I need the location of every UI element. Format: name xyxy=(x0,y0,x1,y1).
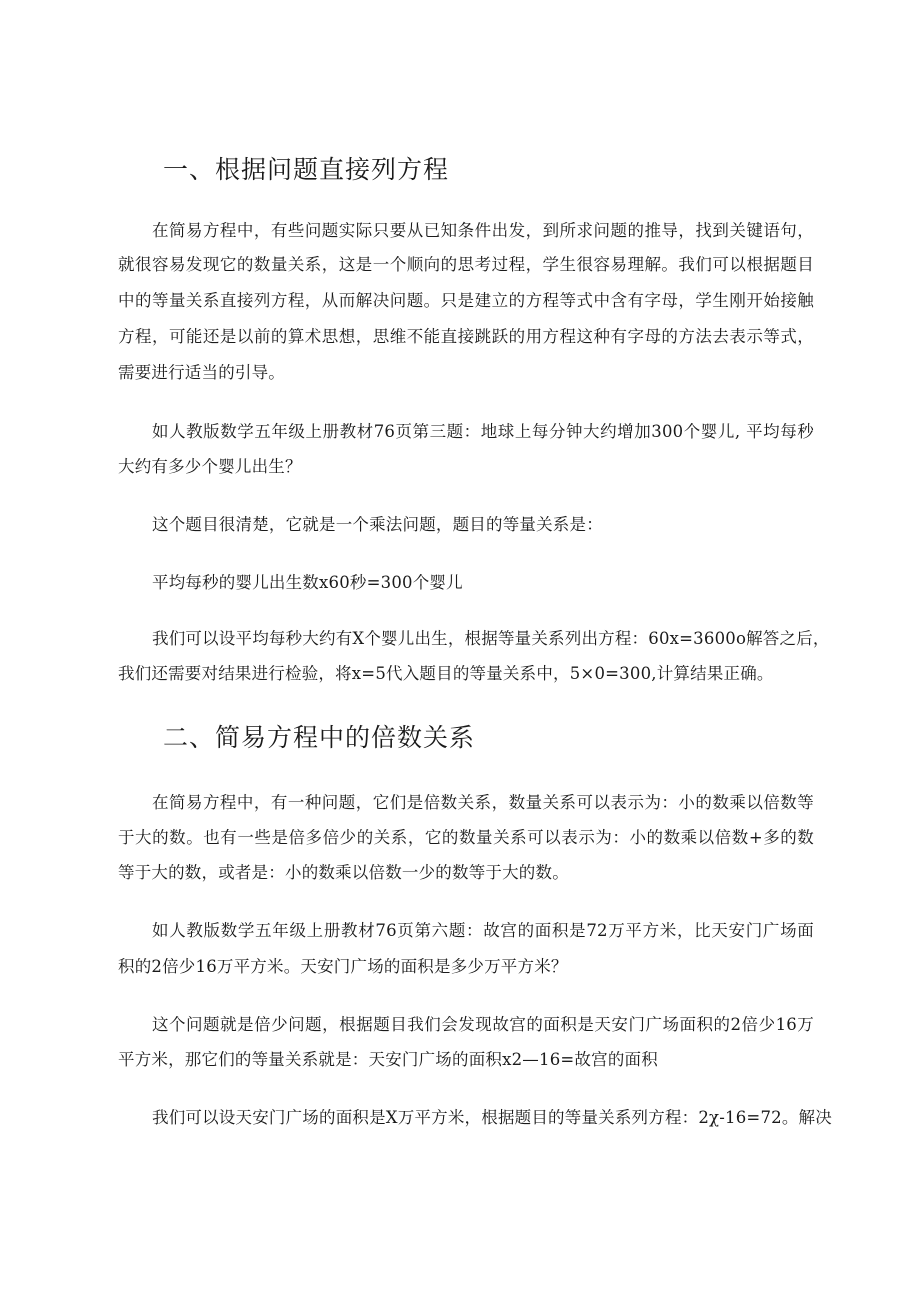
section-2-heading: 二、简易方程中的倍数关系 xyxy=(163,723,476,752)
paragraph-line: 我们可以设平均每秒大约有X个婴儿出生，根据等量关系列出方程：60x=3600o解答之后， xyxy=(152,629,830,648)
paragraph-line: 等于大的数，或者是：小的数乘以倍数一少的数等于大的数。 xyxy=(118,863,569,882)
paragraph-line: 我们还需要对结果进行检验，将x=5代入题目的等量关系中，5×0=300,计算结果正确。 xyxy=(118,664,774,683)
paragraph-line: 我们可以设天安门广场的面积是X万平方米，根据题目的等量关系列方程：2χ-16=72。解决 xyxy=(152,1108,832,1127)
paragraph-line: 如人教版数学五年级上册教材76页第三题：地球上每分钟大约增加300个婴儿, 平均每秒 xyxy=(152,422,814,441)
paragraph-line: 如人教版数学五年级上册教材76页第六题：故宫的面积是72万平方米，比天安门广场面 xyxy=(152,921,814,940)
paragraph-line: 积的2倍少16万平方米。天安门广场的面积是多少万平方米？ xyxy=(118,957,568,976)
equation-line: 平均每秒的婴儿出生数x60秒=300个婴儿 xyxy=(152,573,463,592)
paragraph-line: 方程，可能还是以前的算术思想，思维不能直接跳跃的用方程这种有字母的方法去表示等式， xyxy=(118,327,814,346)
section-1-heading: 一、根据问题直接列方程 xyxy=(163,155,450,184)
paragraph-line: 需要进行适当的引导。 xyxy=(118,363,285,382)
paragraph-line: 就很容易发现它的数量关系，这是一个顺向的思考过程，学生很容易理解。我们可以根据题目 xyxy=(118,255,814,274)
paragraph-line: 在简易方程中，有些问题实际只要从已知条件出发，到所求问题的推导，找到关键语句， xyxy=(152,221,814,240)
paragraph-line: 在简易方程中，有一种问题，它们是倍数关系，数量关系可以表示为：小的数乘以倍数等 xyxy=(152,793,814,812)
paragraph-line: 于大的数。也有一些是倍多倍少的关系，它的数量关系可以表示为：小的数乘以倍数+多的数 xyxy=(118,828,814,847)
paragraph-line: 大约有多少个婴儿出生？ xyxy=(118,457,302,476)
paragraph-line: 平方米，那它们的等量关系就是：天安门广场的面积x2—16=故宫的面积 xyxy=(118,1050,658,1069)
paragraph-line: 这个题目很清楚，它就是一个乘法问题，题目的等量关系是： xyxy=(152,515,603,534)
paragraph-line: 这个问题就是倍少问题，根据题目我们会发现故宫的面积是天安门广场面积的2倍少16万 xyxy=(152,1015,814,1034)
paragraph-line: 中的等量关系直接列方程，从而解决问题。只是建立的方程等式中含有字母，学生刚开始接触 xyxy=(118,291,814,310)
